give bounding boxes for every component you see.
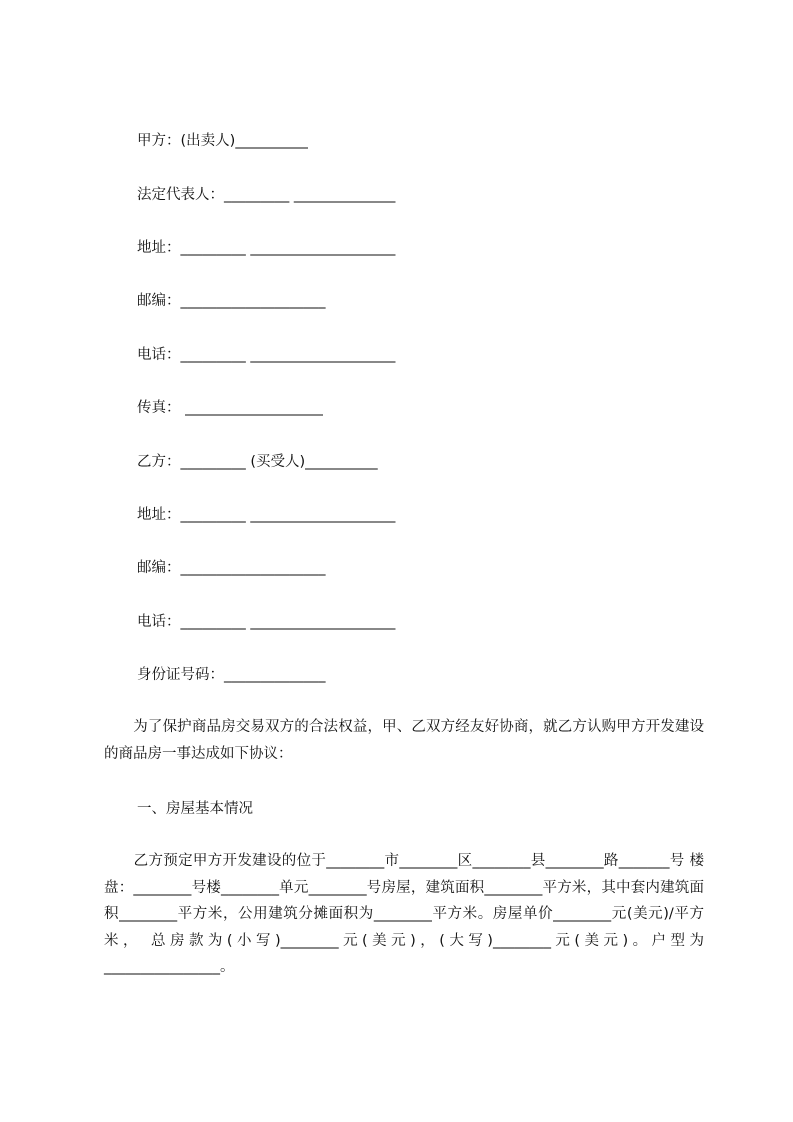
party-b-address-line: 地址：_________ ____________________	[137, 507, 396, 523]
party-a-fax-line: 传真： ___________________	[137, 400, 323, 416]
intro-text: 为了保护商品房交易双方的合法权益，甲、乙双方经友好协商，就乙方认购甲方开发建设的商品房一事达成如下协议：	[104, 719, 704, 762]
section-1-title: 一、房屋基本情况	[137, 801, 253, 817]
intro-paragraph	[104, 714, 704, 767]
party-a-phone-line: 电话：_________ ____________________	[137, 347, 396, 363]
party-b-postcode-line: 邮编：____________________	[137, 560, 326, 576]
party-b-buyer-line: 乙方：_________ (买受人)__________	[137, 454, 378, 470]
party-a-address-line: 地址：_________ ____________________	[137, 240, 396, 256]
party-b-id-number-line: 身份证号码：______________	[137, 667, 326, 683]
party-a-legal-rep-line: 法定代表人：_________ ______________	[137, 187, 396, 203]
section-1-body	[104, 848, 709, 981]
party-a-seller-line: 甲方：(出卖人)__________	[137, 133, 308, 149]
party-a-postcode-line: 邮编：____________________	[137, 293, 326, 309]
party-b-phone-line: 电话：_________ ____________________	[137, 614, 396, 630]
section-1-text: 乙方预定甲方开发建设的位于________市________区________县________路_______号 楼盘：________号楼________单元________号房屋，建筑面积________平方米，其中套内建筑面积________平方米，公用建筑分摊面积为________平方米。房屋单价________元(美元)/平方米， 总房款为(小写)________元(美元)，(大写)________元(美元)。户型为 ________________。	[104, 853, 709, 975]
